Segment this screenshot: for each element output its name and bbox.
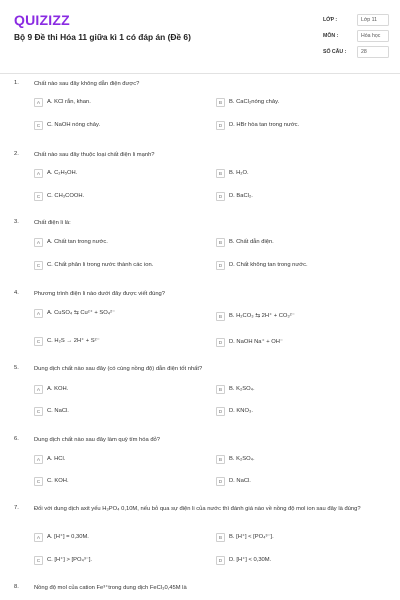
option-text: A. Chất tan trong nước.: [47, 239, 108, 245]
option-text: C. KOH.: [47, 478, 69, 484]
option-letter-box: D: [216, 261, 225, 270]
question-text: Chất nào sau đây thuộc loại chất điện li mạnh?: [34, 152, 155, 158]
option-b[interactable]: [216, 455, 366, 467]
question-number: 8.: [14, 584, 19, 590]
meta-value-subject: Hóa học: [357, 30, 389, 42]
question-text: Đối với dung dịch axit yếu H₃PO₄ 0,10M, nếu bỏ qua sự điện li của nước thì đánh giá nào về nồng độ mol ion sau đây là đúng?: [34, 506, 361, 512]
question-text: Phương trình điện li nào dưới đây được viết đúng?: [34, 291, 166, 297]
option-a[interactable]: [34, 169, 184, 181]
option-letter-box: A: [34, 309, 43, 318]
question-number: 7.: [14, 505, 19, 511]
option-text: C. CH₃COOH.: [47, 193, 85, 199]
option-text: D. Chất không tan trong nước.: [229, 262, 308, 268]
option-text: D. [H⁺] < 0,30M.: [229, 557, 272, 563]
option-a[interactable]: [34, 238, 184, 250]
option-letter-box: B: [216, 533, 225, 542]
option-text: C. NaCl.: [47, 408, 69, 414]
option-c[interactable]: [34, 121, 184, 133]
option-b[interactable]: [216, 533, 366, 545]
option-letter-box: D: [216, 192, 225, 201]
question-number: 5.: [14, 365, 19, 371]
option-d[interactable]: [216, 477, 366, 489]
option-letter-box: C: [34, 261, 43, 270]
option-letter-box: D: [216, 477, 225, 486]
header-divider: [0, 73, 400, 74]
meta-label-class: LỚP :: [323, 17, 338, 23]
option-b[interactable]: [216, 385, 366, 397]
option-letter-box: B: [216, 238, 225, 247]
meta-value-class: Lớp 11: [357, 14, 389, 26]
question-number: 1.: [14, 80, 19, 86]
option-c[interactable]: [34, 477, 184, 489]
option-b[interactable]: [216, 238, 366, 250]
option-text: C. Chất phân li trong nước thành các ion.: [47, 262, 154, 268]
option-text: B. K₂SO₄.: [229, 456, 255, 462]
option-letter-box: C: [34, 556, 43, 565]
option-text: A. [H⁺] = 0,30M.: [47, 534, 89, 540]
page-header: [0, 0, 400, 74]
option-text: B. K₂SO₄.: [229, 386, 255, 392]
option-letter-box: D: [216, 121, 225, 130]
option-letter-box: B: [216, 385, 225, 394]
option-letter-box: A: [34, 98, 43, 107]
meta-label-count: SỐ CÂU :: [323, 49, 347, 55]
option-text: B. H₂CO₃ ⇆ 2H⁺ + CO₃²⁻: [229, 313, 295, 319]
option-letter-box: C: [34, 407, 43, 416]
option-d[interactable]: [216, 121, 366, 133]
option-text: B. H₂O.: [229, 170, 249, 176]
option-d[interactable]: [216, 556, 366, 568]
option-letter-box: D: [216, 556, 225, 565]
option-text: D. NaOH Na⁺ + OH⁻: [229, 339, 283, 345]
option-letter-box: C: [34, 121, 43, 130]
question-text: Chất nào sau đây không dẫn điện được?: [34, 81, 140, 87]
option-d[interactable]: [216, 338, 366, 350]
option-text: C. H₂S → 2H⁺ + S²⁻: [47, 338, 100, 344]
option-letter-box: A: [34, 169, 43, 178]
question-text: Chất điện li là:: [34, 220, 71, 226]
option-b[interactable]: [216, 312, 366, 324]
option-c[interactable]: [34, 407, 184, 419]
question-number: 2.: [14, 151, 19, 157]
option-text: D. NaCl.: [229, 478, 251, 484]
option-text: A. CuSO₄ ⇆ Cu²⁺ + SO₄²⁻: [47, 310, 116, 316]
option-text: C. [H⁺] > [PO₄³⁻].: [47, 557, 93, 563]
option-letter-box: A: [34, 455, 43, 464]
option-letter-box: A: [34, 238, 43, 247]
option-a[interactable]: [34, 309, 184, 321]
option-a[interactable]: [34, 98, 184, 110]
option-letter-box: D: [216, 338, 225, 347]
option-d[interactable]: [216, 261, 366, 273]
option-a[interactable]: [34, 533, 184, 545]
option-a[interactable]: [34, 385, 184, 397]
option-text: D. BaCl₂.: [229, 193, 253, 199]
option-text: B. [H⁺] < [PO₄³⁻].: [229, 534, 274, 540]
quizizz-logo: QUIZIZZ: [14, 12, 70, 28]
option-text: C. NaOH nóng chảy.: [47, 122, 101, 128]
question-text: Dung dịch chất nào sau đây làm quỳ tím hóa đỏ?: [34, 437, 161, 443]
option-letter-box: C: [34, 477, 43, 486]
option-b[interactable]: [216, 169, 366, 181]
option-text: A. KCl rắn, khan.: [47, 99, 91, 105]
option-text: B. CaCl₂nóng chảy.: [229, 99, 280, 105]
option-letter-box: C: [34, 192, 43, 201]
option-letter-box: B: [216, 98, 225, 107]
option-text: D. KNO₃.: [229, 408, 253, 414]
question-number: 4.: [14, 290, 19, 296]
option-text: D. HBr hòa tan trong nước.: [229, 122, 300, 128]
option-text: A. KOH.: [47, 386, 69, 392]
option-a[interactable]: [34, 455, 184, 467]
option-c[interactable]: [34, 337, 184, 349]
option-d[interactable]: [216, 407, 366, 419]
option-b[interactable]: [216, 98, 366, 110]
option-letter-box: A: [34, 385, 43, 394]
option-letter-box: C: [34, 337, 43, 346]
option-c[interactable]: [34, 556, 184, 568]
option-letter-box: B: [216, 455, 225, 464]
meta-label-subject: MÔN :: [323, 33, 339, 39]
option-c[interactable]: [34, 261, 184, 273]
meta-value-count: 28: [357, 46, 389, 58]
question-number: 6.: [14, 436, 19, 442]
option-letter-box: B: [216, 312, 225, 321]
question-text: Nồng độ mol của cation Fe³⁺trong dung dịch FeCl₃0,45M là: [34, 585, 187, 591]
document-title: Bộ 9 Đề thi Hóa 11 giữa kì 1 có đáp án (Đề 6): [14, 32, 191, 42]
option-text: B. Chất dẫn điện.: [229, 239, 274, 245]
option-c[interactable]: [34, 192, 184, 204]
option-text: A. HCl.: [47, 456, 66, 462]
question-number: 3.: [14, 219, 19, 225]
option-d[interactable]: [216, 192, 366, 204]
option-text: A. C₂H₅OH.: [47, 170, 78, 176]
option-letter-box: D: [216, 407, 225, 416]
option-letter-box: A: [34, 533, 43, 542]
question-text: Dung dịch chất nào sau đây (có cùng nồng độ) dẫn điện tốt nhất?: [34, 366, 203, 372]
option-letter-box: B: [216, 169, 225, 178]
